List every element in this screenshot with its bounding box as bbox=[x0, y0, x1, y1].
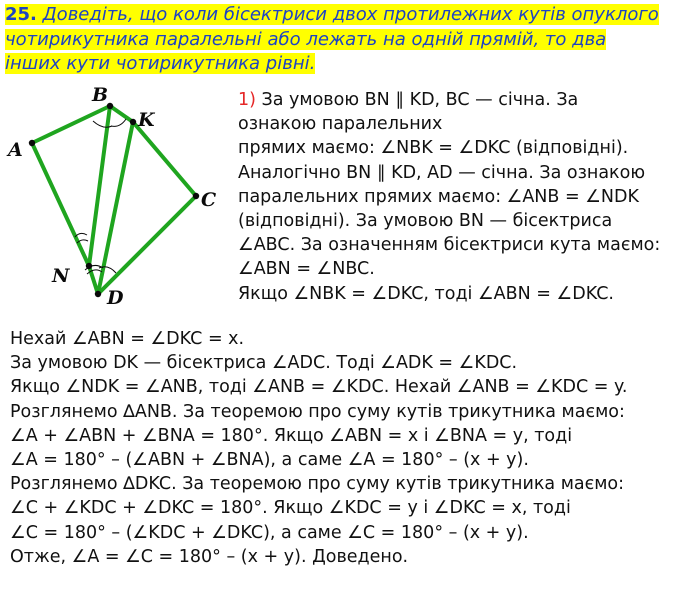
label-k: K bbox=[138, 109, 155, 131]
task-number: 25. bbox=[5, 4, 37, 25]
point-n bbox=[86, 263, 92, 269]
solution-line: ∠A = 180° – (∠ABN + ∠BNA), а саме ∠A = 180° – (x + y). bbox=[10, 450, 529, 471]
solution-line: Розглянемо ∆DKC. За теоремою про суму кутів трикутника маємо: bbox=[10, 474, 625, 495]
point-c bbox=[193, 193, 199, 199]
solution-line: Якщо ∠NDK = ∠ANB, тоді ∠ANB = ∠KDC. Нехай ∠ANB = ∠KDC = y. bbox=[10, 377, 628, 398]
point-d bbox=[95, 291, 101, 297]
point-a bbox=[29, 140, 35, 146]
label-n: N bbox=[52, 265, 70, 287]
task-statement bbox=[5, 3, 685, 77]
task-line-1: Доведіть, що коли бісектриси двох протилежних кутів опуклого bbox=[36, 4, 659, 25]
solution-line: ∠ABC. За означенням бісектриси кута маємо: bbox=[238, 235, 661, 256]
task-line-3: інших кути чотирикутника рівні. bbox=[5, 53, 316, 74]
solution-line: Отже, ∠A = ∠C = 180° – (x + y). Доведено. bbox=[10, 546, 409, 567]
solution-line: ∠C + ∠KDC + ∠DKC = 180°. Якщо ∠KDC = y і ∠DKC = x, тоді bbox=[10, 498, 571, 519]
label-c: C bbox=[201, 189, 217, 211]
side-bk bbox=[110, 106, 133, 122]
solution-line: Аналогічно BN ∥ KD, AD — січна. За ознакою bbox=[238, 162, 646, 183]
solution-line: (відповідні). За умовою BN — бісектриса bbox=[238, 211, 613, 232]
task-line-2: чотирикутника паралельні або лежать на одній прямій, то два bbox=[5, 28, 607, 50]
solution-line: ознакою паралельних bbox=[238, 114, 443, 135]
label-d: D bbox=[107, 287, 124, 309]
solution-line-1: За умовою BN ∥ KD, BC — січна. За bbox=[255, 90, 579, 110]
side-cd bbox=[98, 196, 196, 294]
solution-line: ∠ABN = ∠NBC. bbox=[238, 259, 375, 280]
solution-right-column bbox=[238, 88, 693, 306]
point-k bbox=[130, 119, 136, 125]
label-a: A bbox=[8, 139, 23, 161]
angle-arc-b-right bbox=[111, 119, 126, 126]
quadrilateral-figure bbox=[0, 78, 235, 318]
solution-line: Якщо ∠NBK = ∠DKC, тоді ∠ABN = ∠DKC. bbox=[238, 283, 614, 304]
label-b: B bbox=[92, 84, 109, 106]
side-na bbox=[32, 143, 89, 266]
solution-line: паралельних прямих маємо: ∠ANB = ∠NDK bbox=[238, 186, 639, 207]
side-kc bbox=[133, 122, 196, 196]
solution-line: Розглянемо ∆ANB. За теоремою про суму кутів трикутника маємо: bbox=[10, 401, 625, 422]
solution-marker: 1) bbox=[238, 90, 256, 110]
solution-line: ∠C = 180° – (∠KDC + ∠DKC), а саме ∠C = 180° – (x + y). bbox=[10, 522, 529, 543]
solution-line: ∠A + ∠ABN + ∠BNA = 180°. Якщо ∠ABN = x і ∠BNA = y, тоді bbox=[10, 425, 573, 446]
solution-line: прямих маємо: ∠NBK = ∠DKC (відповідні). bbox=[238, 138, 629, 159]
solution-full-width bbox=[10, 327, 690, 569]
solution-line: Нехай ∠ABN = ∠DKC = x. bbox=[10, 329, 245, 349]
solution-line: За умовою DK — бісектриса ∠ADC. Тоді ∠ADK = ∠KDC. bbox=[10, 353, 518, 374]
